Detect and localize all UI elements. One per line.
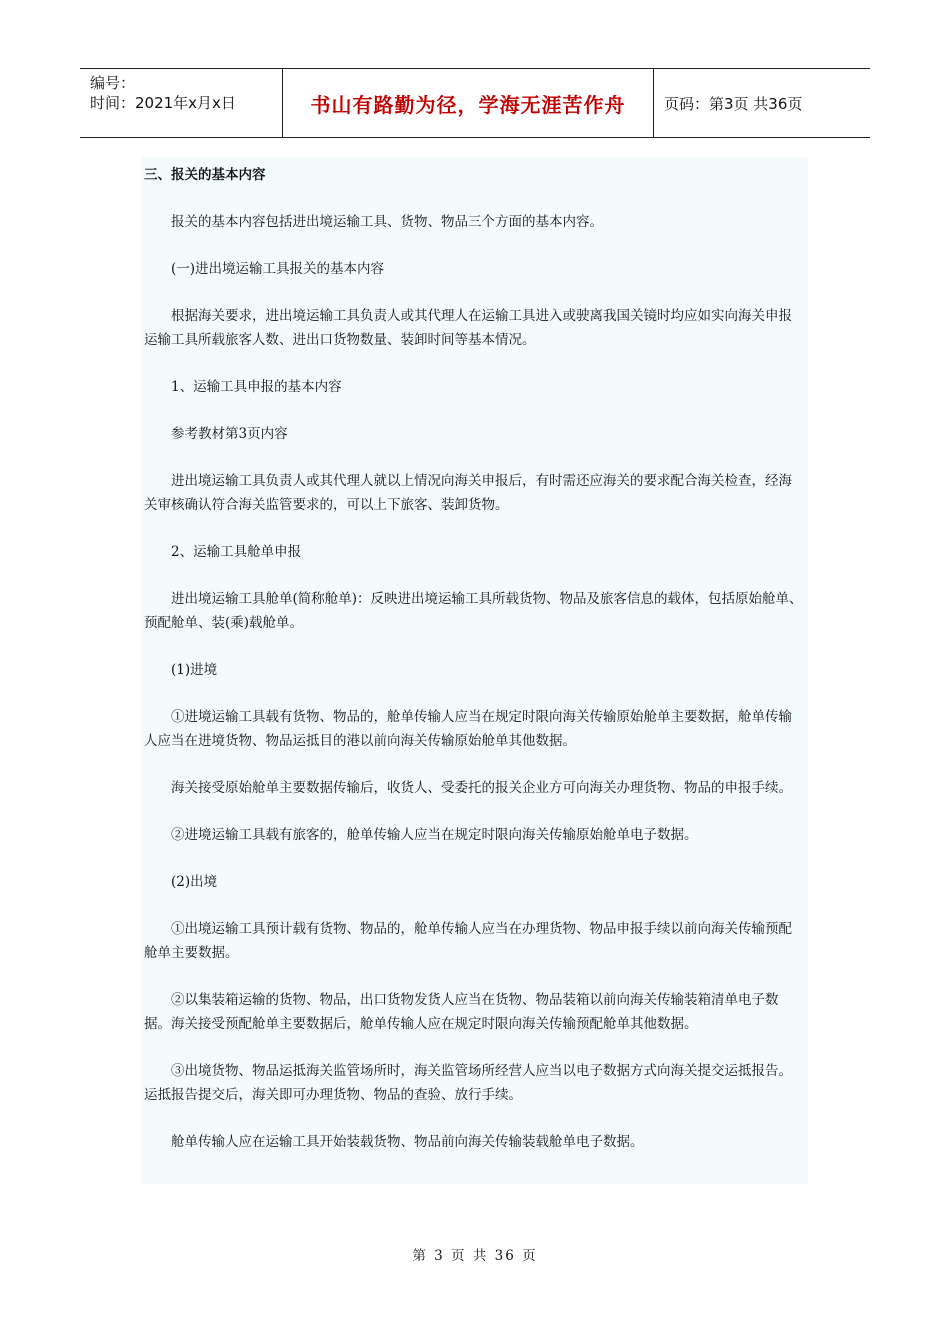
paragraph: 报关的基本内容包括进出境运输工具、货物、物品三个方面的基本内容。 (171, 214, 603, 230)
paragraph: ①进境运输工具载有货物、物品的，舱单传输人应当在规定时限向海关传输原始舱单主要数据，舱单传输人应当在进境货物、物品运抵目的港以前向海关传输原始舱单其他数据。 (144, 709, 792, 749)
header-left (80, 69, 282, 137)
header-motto: 书山有路勤为径，学海无涯苦作舟 (282, 69, 654, 137)
paragraph: 2、运输工具舱单申报 (171, 544, 302, 560)
paragraph: 参考教材第3页内容 (171, 426, 288, 442)
paragraph: ②以集装箱运输的货物、物品，出口货物发货人应当在货物、物品装箱以前向海关传输装箱清单电子数据。海关接受预配舱单主要数据后，舱单传输人应在规定时限向海关传输预配舱单其他数据。 (144, 992, 779, 1032)
paragraph: (2)出境 (171, 874, 218, 890)
page-footer: 第 3 页 共 36 页 (412, 1248, 538, 1264)
paragraph: 进出境运输工具负责人或其代理人就以上情况向海关申报后，有时需还应海关的要求配合海关检查，经海关审核确认符合海关监管要求的，可以上下旅客、装卸货物。 (144, 473, 792, 513)
paragraph: 进出境运输工具舱单(简称舱单)：反映进出境运输工具所载货物、物品及旅客信息的载体，包括原始舱单、预配舱单、装(乘)载舱单。 (144, 591, 803, 631)
section-heading: 三、报关的基本内容 (144, 167, 266, 183)
paragraph: (1)进境 (171, 662, 218, 678)
paragraph: 1、运输工具申报的基本内容 (171, 379, 342, 395)
document-date: 时间：2021年x月x日 (90, 94, 236, 112)
paragraph: 根据海关要求，进出境运输工具负责人或其代理人在运输工具进入或驶离我国关镜时均应如实向海关申报运输工具所载旅客人数、进出口货物数量、装卸时间等基本情况。 (144, 308, 792, 348)
page-header (80, 68, 870, 138)
document-number-label: 编号： (90, 74, 136, 92)
paragraph: 舱单传输人应在运输工具开始装载货物、物品前向海关传输装载舱单电子数据。 (171, 1134, 644, 1150)
paragraph: (一)进出境运输工具报关的基本内容 (171, 261, 385, 277)
paragraph: ②进境运输工具载有旅客的，舱单传输人应当在规定时限向海关传输原始舱单电子数据。 (171, 827, 698, 843)
document-body (142, 157, 808, 1184)
header-page-info: 页码：第3页 共36页 (664, 94, 803, 113)
paragraph: ③出境货物、物品运抵海关监管场所时，海关监管场所经营人应当以电子数据方式向海关提交运抵报告。运抵报告提交后，海关即可办理货物、物品的查验、放行手续。 (144, 1063, 792, 1103)
paragraph: ①出境运输工具预计载有货物、物品的，舱单传输人应当在办理货物、物品申报手续以前向海关传输预配舱单主要数据。 (144, 921, 792, 961)
paragraph: 海关接受原始舱单主要数据传输后，收货人、受委托的报关企业方可向海关办理货物、物品的申报手续。 (171, 780, 792, 796)
